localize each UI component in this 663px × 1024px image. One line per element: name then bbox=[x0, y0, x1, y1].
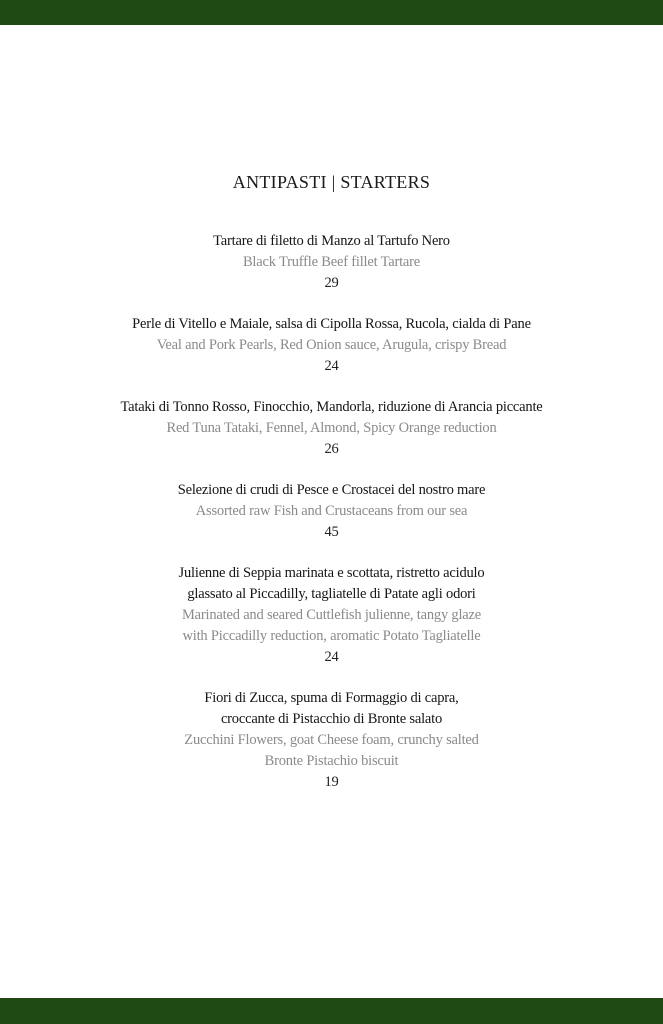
dish-english-name-line-2: Bronte Pistachio biscuit bbox=[264, 753, 399, 769]
dish-english-name-line-1: Zucchini Flowers, goat Cheese foam, crunchy salted bbox=[184, 732, 479, 748]
dish-english-name: Assorted raw Fish and Crustaceans from our sea bbox=[195, 503, 468, 519]
dish-price: 26 bbox=[324, 441, 339, 457]
dish-english-name-line-2: with Piccadilly reduction, aromatic Potato Tagliatelle bbox=[182, 628, 481, 644]
menu-item-cuttlefish-julienne bbox=[0, 563, 663, 668]
top-green-band bbox=[0, 0, 663, 25]
dish-english-name: Red Tuna Tataki, Fennel, Almond, Spicy Orange reduction bbox=[166, 420, 497, 436]
section-title: ANTIPASTI | STARTERS bbox=[232, 172, 431, 192]
dish-price: 29 bbox=[324, 275, 339, 291]
menu-item-beef-tartare bbox=[0, 231, 663, 294]
dish-italian-name-line-2: croccante di Pistacchio di Bronte salato bbox=[220, 711, 443, 727]
dish-price: 24 bbox=[324, 649, 339, 665]
dish-italian-name: Perle di Vitello e Maiale, salsa di Cipolla Rossa, Rucola, cialda di Pane bbox=[132, 316, 531, 332]
dish-italian-name-line-1: Julienne di Seppia marinata e scottata, ristretto acidulo bbox=[178, 565, 485, 581]
dish-italian-name-line-1: Fiori di Zucca, spuma di Formaggio di capra, bbox=[204, 690, 459, 706]
dish-italian-name-line-2: glassato al Piccadilly, tagliatelle di Patate agli odori bbox=[187, 586, 476, 602]
bottom-green-band bbox=[0, 998, 663, 1024]
dish-price: 24 bbox=[324, 358, 339, 374]
menu-list bbox=[0, 231, 663, 813]
dish-italian-name: Tataki di Tonno Rosso, Finocchio, Mandorla, riduzione di Arancia piccante bbox=[120, 399, 543, 415]
dish-italian-name: Selezione di crudi di Pesce e Crostacei del nostro mare bbox=[177, 482, 486, 498]
menu-item-tuna-tataki bbox=[0, 397, 663, 460]
dish-english-name: Veal and Pork Pearls, Red Onion sauce, Arugula, crispy Bread bbox=[156, 337, 507, 353]
dish-italian-name: Tartare di filetto di Manzo al Tartufo Nero bbox=[213, 233, 450, 249]
dish-english-name: Black Truffle Beef fillet Tartare bbox=[242, 254, 421, 270]
menu-item-zucchini-flowers bbox=[0, 688, 663, 793]
menu-item-veal-pork-pearls bbox=[0, 314, 663, 377]
dish-price: 45 bbox=[324, 524, 339, 540]
dish-price: 19 bbox=[324, 774, 339, 790]
dish-english-name-line-1: Marinated and seared Cuttlefish julienne, tangy glaze bbox=[181, 607, 482, 623]
menu-item-raw-fish-selection bbox=[0, 480, 663, 543]
